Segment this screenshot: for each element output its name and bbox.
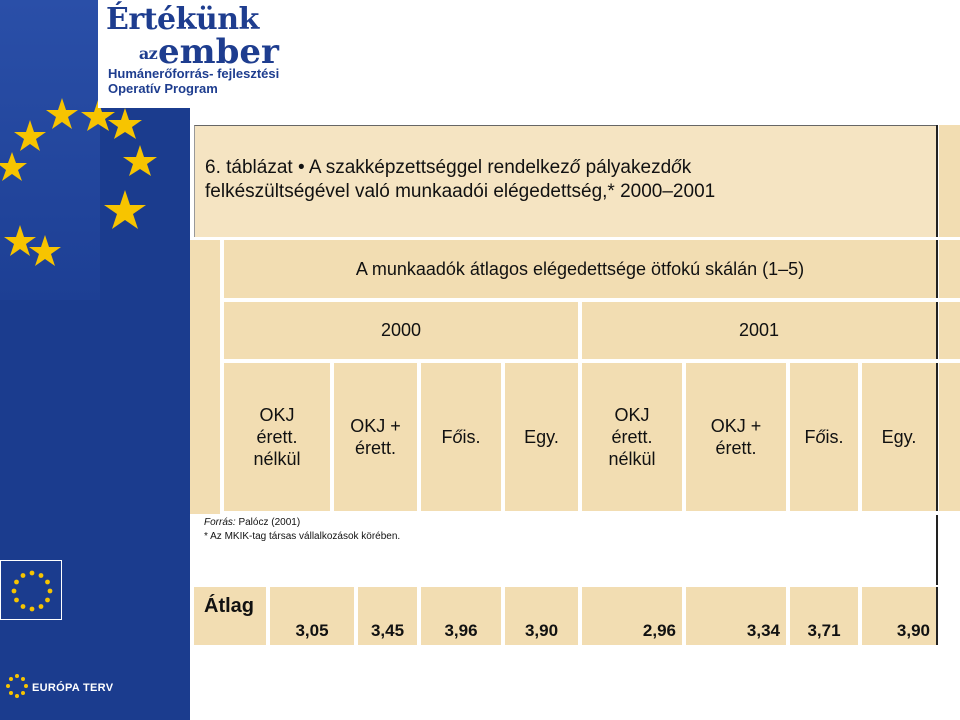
europa-terv-text: EURÓPA TERV [32, 682, 114, 694]
scale-header: A munkaadók átlagos elégedettsége ötfokú skálán (1–5) [224, 240, 936, 298]
value-cell: 2,96 [582, 587, 682, 645]
eu-stars-decoration [0, 90, 160, 290]
value-cell: 3,90 [862, 587, 936, 645]
data-table [190, 125, 960, 645]
star-icons [0, 98, 157, 266]
program-logo [98, 0, 313, 108]
table-title-cell [194, 125, 936, 237]
divider [936, 363, 938, 511]
table-footnote [194, 515, 936, 585]
table-title: 6. táblázat • A szakképzettséggel rendelkező pályakezdők felkészültségével való munkaadói elégedettség,* 2000–2001 [205, 157, 716, 202]
value-cell: 3,34 [686, 587, 786, 645]
year-header-2001: 2001 [582, 302, 936, 359]
edge-cell [939, 240, 960, 298]
value-cell: 3,90 [505, 587, 578, 645]
col-header-egy-2001: Egy. [862, 363, 936, 511]
edge-cell [939, 363, 960, 511]
footnote-asterisk: * Az MKIK-tag társas vállalkozások körében. [204, 531, 401, 542]
europa-terv-logo [0, 662, 160, 712]
divider [936, 240, 938, 298]
star-icon [46, 98, 78, 129]
star-icon [4, 225, 36, 256]
divider [936, 515, 938, 585]
divider [936, 125, 938, 237]
logo-line-4: Operatív Program [108, 81, 218, 96]
col-header-okj-plus-erett-2000: OKJ + érett. [334, 363, 417, 511]
footnote-source: Forrás: Palócz (2001) [204, 517, 301, 528]
star-icon [29, 235, 61, 266]
col-header-okj-erett-nelkul-2000: OKJ érett. nélkül [224, 363, 330, 511]
col-header-okj-erett-nelkul-2001: OKJ érett. nélkül [582, 363, 682, 511]
logo-line-3: Humánerőforrás- fejlesztési [108, 66, 280, 81]
star-icon [14, 120, 46, 151]
logo-line-2: ember [158, 32, 279, 72]
col-header-okj-plus-erett-2001: OKJ + érett. [686, 363, 786, 511]
logo-line-1: Értékünk$_{az}$ [106, 2, 259, 63]
row-label-atlag: Átlag [194, 587, 266, 645]
star-icon [123, 145, 157, 176]
value-cell: 3,45 [358, 587, 417, 645]
divider [936, 587, 938, 645]
star-icon [0, 152, 27, 181]
value-cell: 3,05 [270, 587, 354, 645]
row-stub [190, 240, 220, 514]
star-icon [104, 190, 146, 229]
star-ring-icon [2, 664, 32, 714]
divider [936, 302, 938, 359]
eu-flag-icon [0, 560, 62, 620]
value-cell: 3,96 [421, 587, 501, 645]
col-header-egy-2000: Egy. [505, 363, 578, 511]
edge-cell [939, 302, 960, 359]
edge-cell [939, 125, 960, 237]
logo-az: az [138, 44, 158, 63]
value-cell: 3,71 [790, 587, 858, 645]
year-header-2000: 2000 [224, 302, 578, 359]
col-header-fois-2001: Főis. [790, 363, 858, 511]
col-header-fois-2000: Főis. [421, 363, 501, 511]
